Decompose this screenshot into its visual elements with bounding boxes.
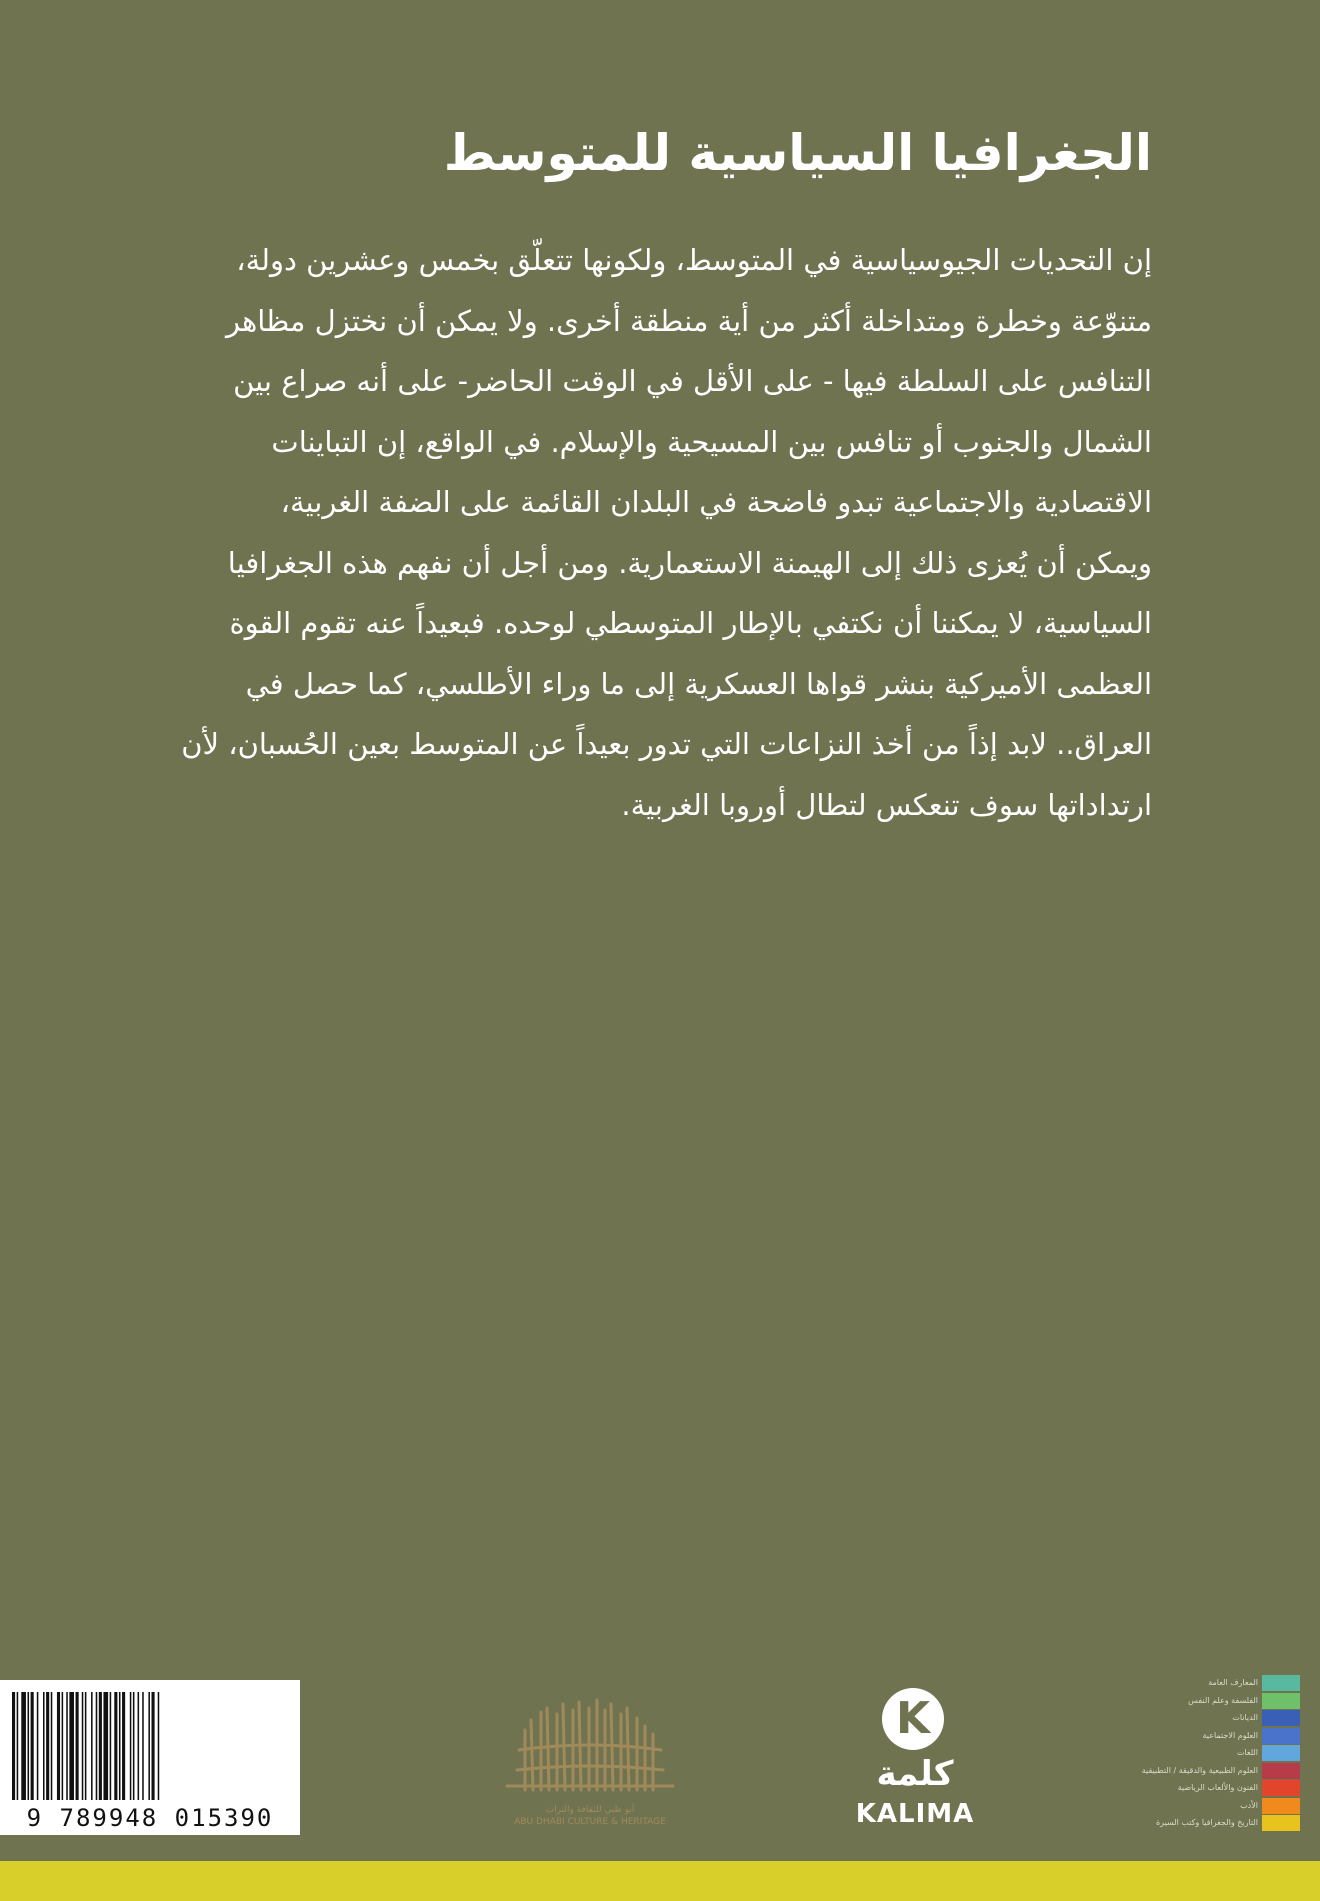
barcode-bar <box>69 1692 74 1800</box>
legend-label: التاريخ والجغرافيا وكتب السيرة <box>1155 1818 1258 1827</box>
barcode-bar <box>152 1692 155 1800</box>
barcode-bar <box>158 1692 160 1800</box>
barcode-bar <box>130 1692 132 1800</box>
barcode-bar <box>122 1692 125 1800</box>
legend-label: الفنون والألعاب الرياضية <box>1177 1783 1258 1792</box>
barcode-bar <box>142 1692 144 1800</box>
legend-item <box>1100 1797 1300 1814</box>
blurb-text <box>112 230 1152 835</box>
legend-label: المعارف العامة <box>1208 1678 1258 1687</box>
kalima-name-arabic: كلمة <box>876 1754 954 1794</box>
barcode-bar <box>119 1692 121 1800</box>
barcode-bar <box>138 1692 140 1800</box>
legend-label: الفلسفة وعلم النفس <box>1188 1695 1258 1705</box>
barcode-bar <box>76 1692 79 1800</box>
barcode-bar <box>103 1692 108 1800</box>
kalima-logo <box>840 1688 990 1838</box>
isbn-barcode <box>0 1680 300 1835</box>
legend-label: الأدب <box>1240 1800 1258 1810</box>
blurb-line: الشمال والجنوب أو تنافس بين المسيحية والإسلام. في الواقع، إن التباينات <box>271 424 1152 459</box>
barcode-bar <box>51 1692 53 1800</box>
barcode-bar <box>37 1692 39 1800</box>
barcode-bar <box>21 1692 26 1800</box>
barcode-bar <box>99 1692 102 1800</box>
barcode-bar <box>110 1692 112 1800</box>
blurb-line: متنوّعة وخطرة ومتداخلة أكثر من أية منطقة أخرى. ولا يمكن أن نختزل مظاهر <box>225 303 1152 338</box>
barcode-bar <box>114 1692 117 1800</box>
palm-grove-icon <box>505 1690 675 1802</box>
legend-item <box>1100 1744 1300 1761</box>
barcode-bar <box>28 1692 30 1800</box>
barcode-bar <box>43 1692 45 1800</box>
barcode-bar <box>17 1692 19 1800</box>
legend-label: العلوم الطبيعية والدقيقة / التطبيقية <box>1141 1765 1258 1775</box>
barcode-bar <box>85 1692 87 1800</box>
barcode-bar <box>82 1692 84 1800</box>
legend-swatch <box>1262 1745 1300 1761</box>
blurb-line: ويمكن أن يُعزى ذلك إلى الهيمنة الاستعمارية. ومن أجل أن نفهم هذه الجغرافيا <box>227 545 1152 580</box>
barcode-bar <box>62 1692 64 1800</box>
blurb-line: الاقتصادية والاجتماعية تبدو فاضحة في البلدان القائمة على الضفة الغربية، <box>280 485 1152 519</box>
barcode-bar <box>31 1692 34 1800</box>
legend-swatch <box>1262 1798 1300 1814</box>
barcode-bar <box>133 1692 135 1800</box>
legend-swatch <box>1262 1780 1300 1796</box>
legend-swatch <box>1262 1675 1300 1691</box>
barcode-bar <box>46 1692 49 1800</box>
barcode-bar <box>91 1692 93 1800</box>
barcode-bar <box>96 1692 98 1800</box>
legend-item <box>1100 1779 1300 1796</box>
book-title: الجغرافيا السياسية للمتوسط <box>443 124 1152 182</box>
kalima-mark-letter: K <box>895 1693 931 1744</box>
legend-item <box>1100 1762 1300 1779</box>
bottom-color-strip <box>0 1861 1320 1901</box>
legend-item <box>1100 1814 1300 1831</box>
barcode-bar <box>12 1692 15 1800</box>
blurb-line: العظمى الأميركية بنشر قواها العسكرية إلى ما وراء الأطلسي، كما حصل في <box>245 666 1152 701</box>
barcode-bar <box>57 1692 60 1800</box>
barcode-bars <box>10 1692 290 1800</box>
culture-caption <box>505 1804 675 1828</box>
legend-swatch <box>1262 1815 1300 1831</box>
culture-caption-latin: ABU DHABI CULTURE & HERITAGE <box>514 1817 666 1827</box>
barcode-bar <box>148 1692 150 1800</box>
culture-heritage-logo <box>505 1690 675 1830</box>
legend-item <box>1100 1709 1300 1726</box>
legend-item <box>1100 1727 1300 1744</box>
kalima-mark-icon <box>882 1688 944 1750</box>
category-legend <box>1100 1674 1300 1834</box>
isbn-number: 9 789948 015390 <box>26 1804 274 1832</box>
blurb-line: العراق.. لابد إذاً من أخذ النزاعات التي تدور بعيداً عن المتوسط بعين الحُسبان، لأن <box>181 727 1152 761</box>
culture-caption-arabic: أبو ظبي للثقافة والتراث <box>545 1805 635 1815</box>
legend-swatch <box>1262 1693 1300 1709</box>
legend-label: اللغات <box>1236 1748 1258 1757</box>
blurb-line: التنافس على السلطة فيها - على الأقل في الوقت الحاضر- على أنه صراع بين <box>233 364 1152 398</box>
legend-swatch <box>1262 1728 1300 1744</box>
blurb-line: السياسية، لا يمكننا أن نكتفي بالإطار المتوسطي لوحده. فبعيداً عنه تقوم القوة <box>229 606 1152 640</box>
blurb-line: ارتداداتها سوف تنعكس لتطال أوروبا الغربية. <box>621 787 1152 822</box>
barcode-bar <box>66 1692 68 1800</box>
legend-swatch <box>1262 1763 1300 1779</box>
legend-label: الديانات <box>1232 1713 1258 1722</box>
legend-swatch <box>1262 1710 1300 1726</box>
legend-label: العلوم الاجتماعية <box>1202 1730 1258 1740</box>
kalima-name-latin: KALIMA <box>855 1799 975 1829</box>
legend-item <box>1100 1674 1300 1691</box>
legend-item <box>1100 1692 1300 1709</box>
blurb-line: إن التحديات الجيوسياسية في المتوسط، ولكونها تتعلّق بخمس وعشرين دولة، <box>236 243 1152 277</box>
